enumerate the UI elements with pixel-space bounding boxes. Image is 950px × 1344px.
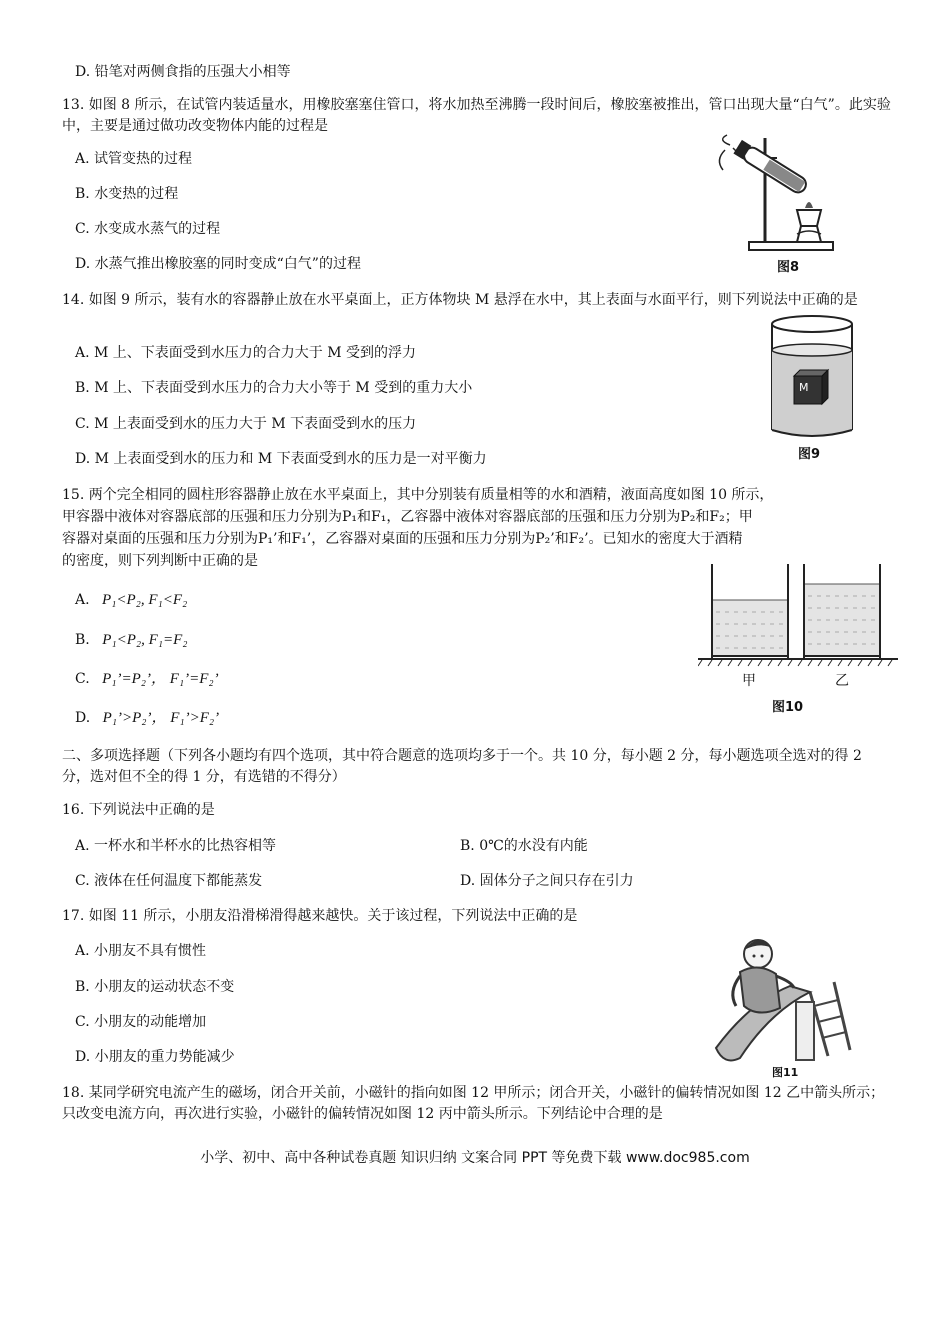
- figure-9-drawing: [762, 312, 862, 447]
- footer-banner: 小学、初中、高中各种试卷真题 知识归纳 文案合同 PPT 等免费下载 www.doc985.com: [200, 1150, 750, 1166]
- q15-option-b: [75, 630, 187, 650]
- q17-option-c: C. 小朋友的动能增加: [75, 1014, 207, 1030]
- q14-option-a: A. M 上、下表面受到水压力的合力大于 M 受到的浮力: [75, 345, 417, 361]
- q15-option-c: [75, 669, 219, 689]
- container-jia-label: 甲: [742, 673, 756, 689]
- q15-stem-line-2: 甲容器中液体对容器底部的压强和压力分别为P₁和F₁，乙容器中液体对容器底部的压强和压力分别为P₂和F₂；甲: [62, 509, 753, 525]
- figure-11-caption: 图11: [772, 1066, 799, 1079]
- q16-option-a: A. 一杯水和半杯水的比热容相等: [75, 838, 277, 854]
- figure-11-drawing: [710, 932, 860, 1067]
- q14-option-d: D. M 上表面受到水的压力和 M 下表面受到水的压力是一对平衡力: [75, 451, 487, 467]
- figure-10-drawing: [698, 560, 898, 670]
- q15-option-a-label: A.: [75, 592, 90, 608]
- q13-option-a: A. 试管变热的过程: [75, 151, 193, 167]
- q13-option-c: C. 水变成水蒸气的过程: [75, 221, 221, 237]
- q15-stem-line-4: 的密度，则下列判断中正确的是: [62, 553, 258, 569]
- figure-8-drawing: [705, 130, 855, 275]
- figure-9-caption: 图9: [798, 447, 821, 462]
- q15-stem-line-1: 15. 两个完全相同的圆柱形容器静止放在水平桌面上，其中分别装有质量相等的水和酒精，液面高度如图 10 所示，: [62, 487, 774, 503]
- q15-option-b-expr: P₁<P₂, F₁=F₂: [102, 632, 188, 648]
- q14-stem: 14. 如图 9 所示，装有水的容器静止放在水平桌面上，正方体物块 M 悬浮在水中，其上表面与水面平行，则下列说法中正确的是: [62, 292, 858, 308]
- q17-option-b: B. 小朋友的运动状态不变: [75, 979, 235, 995]
- q13-stem: 13. 如图 8 所示，在试管内装适量水，用橡胶塞塞住管口，将水加热至沸腾一段时间后，橡胶塞被推出，管口出现大量“白气”。此实验中，主要是通过做功改变物体内能的过程是: [62, 97, 891, 134]
- q13-option-b: B. 水变热的过程: [75, 186, 179, 202]
- q14-option-c: C. M 上表面受到水的压力大于 M 下表面受到水的压力: [75, 416, 417, 432]
- block-m-label: M: [799, 381, 809, 394]
- q15-option-a: [75, 590, 187, 610]
- figure-10-caption: 图10: [772, 700, 804, 715]
- q15-option-d-label: D.: [75, 710, 91, 726]
- q15-option-a-expr: P₁<P₂, F₁<F₂: [102, 592, 188, 608]
- container-yi-label: 乙: [835, 673, 849, 689]
- q12-option-d: D. 铅笔对两侧食指的压强大小相等: [75, 64, 291, 80]
- figure-8: [705, 130, 855, 275]
- q16-option-b: B. 0℃的水没有内能: [460, 838, 588, 854]
- q15-option-b-label: B.: [75, 632, 90, 648]
- q16-option-c: C. 液体在任何温度下都能蒸发: [75, 873, 263, 889]
- q14-option-b: B. M 上、下表面受到水压力的合力大小等于 M 受到的重力大小: [75, 380, 473, 396]
- q16-option-d: D. 固体分子之间只存在引力: [460, 873, 634, 889]
- q16-stem: 16. 下列说法中正确的是: [62, 802, 215, 818]
- q15-option-d-expr: P₁’>P₂’， F₁’>F₂’: [102, 710, 220, 726]
- q15-option-c-label: C.: [75, 671, 90, 687]
- figure-9: [762, 312, 862, 462]
- q18-stem: 18. 某同学研究电流产生的磁场，闭合开关前，小磁针的指向如图 12 甲所示；闭合开关，小磁针的偏转情况如图 12 乙中箭头所示；只改变电流方向，再次进行实验，小磁针的偏转情况如图 12 丙中箭头所示。下列结论中合理的是: [62, 1085, 885, 1122]
- q17-option-a: A. 小朋友不具有惯性: [75, 943, 207, 959]
- q17-stem: 17. 如图 11 所示，小朋友沿滑梯滑得越来越快。关于该过程，下列说法中正确的是: [62, 908, 578, 924]
- figure-8-caption: 图8: [777, 260, 800, 275]
- figure-10: [698, 560, 898, 720]
- figure-11: [710, 932, 860, 1082]
- section-2-heading: 二、多项选择题（下列各小题均有四个选项，其中符合题意的选项均多于一个。共 10 分，每小题 2 分，每小题选项全选对的得 2 分，选对但不全的得 1 分，有选错的不得分）: [62, 748, 862, 785]
- q15-option-c-expr: P₁’=P₂’， F₁’=F₂’: [102, 671, 219, 687]
- q13-option-d: D. 水蒸气推出橡胶塞的同时变成“白气”的过程: [75, 256, 361, 272]
- q15-stem-line-3: 容器对桌面的压强和压力分别为P₁’和F₁’，乙容器对桌面的压强和压力分别为P₂’和F₂’。已知水的密度大于酒精: [62, 531, 743, 547]
- q17-option-d: D. 小朋友的重力势能减少: [75, 1049, 235, 1065]
- q15-option-d: [75, 708, 219, 728]
